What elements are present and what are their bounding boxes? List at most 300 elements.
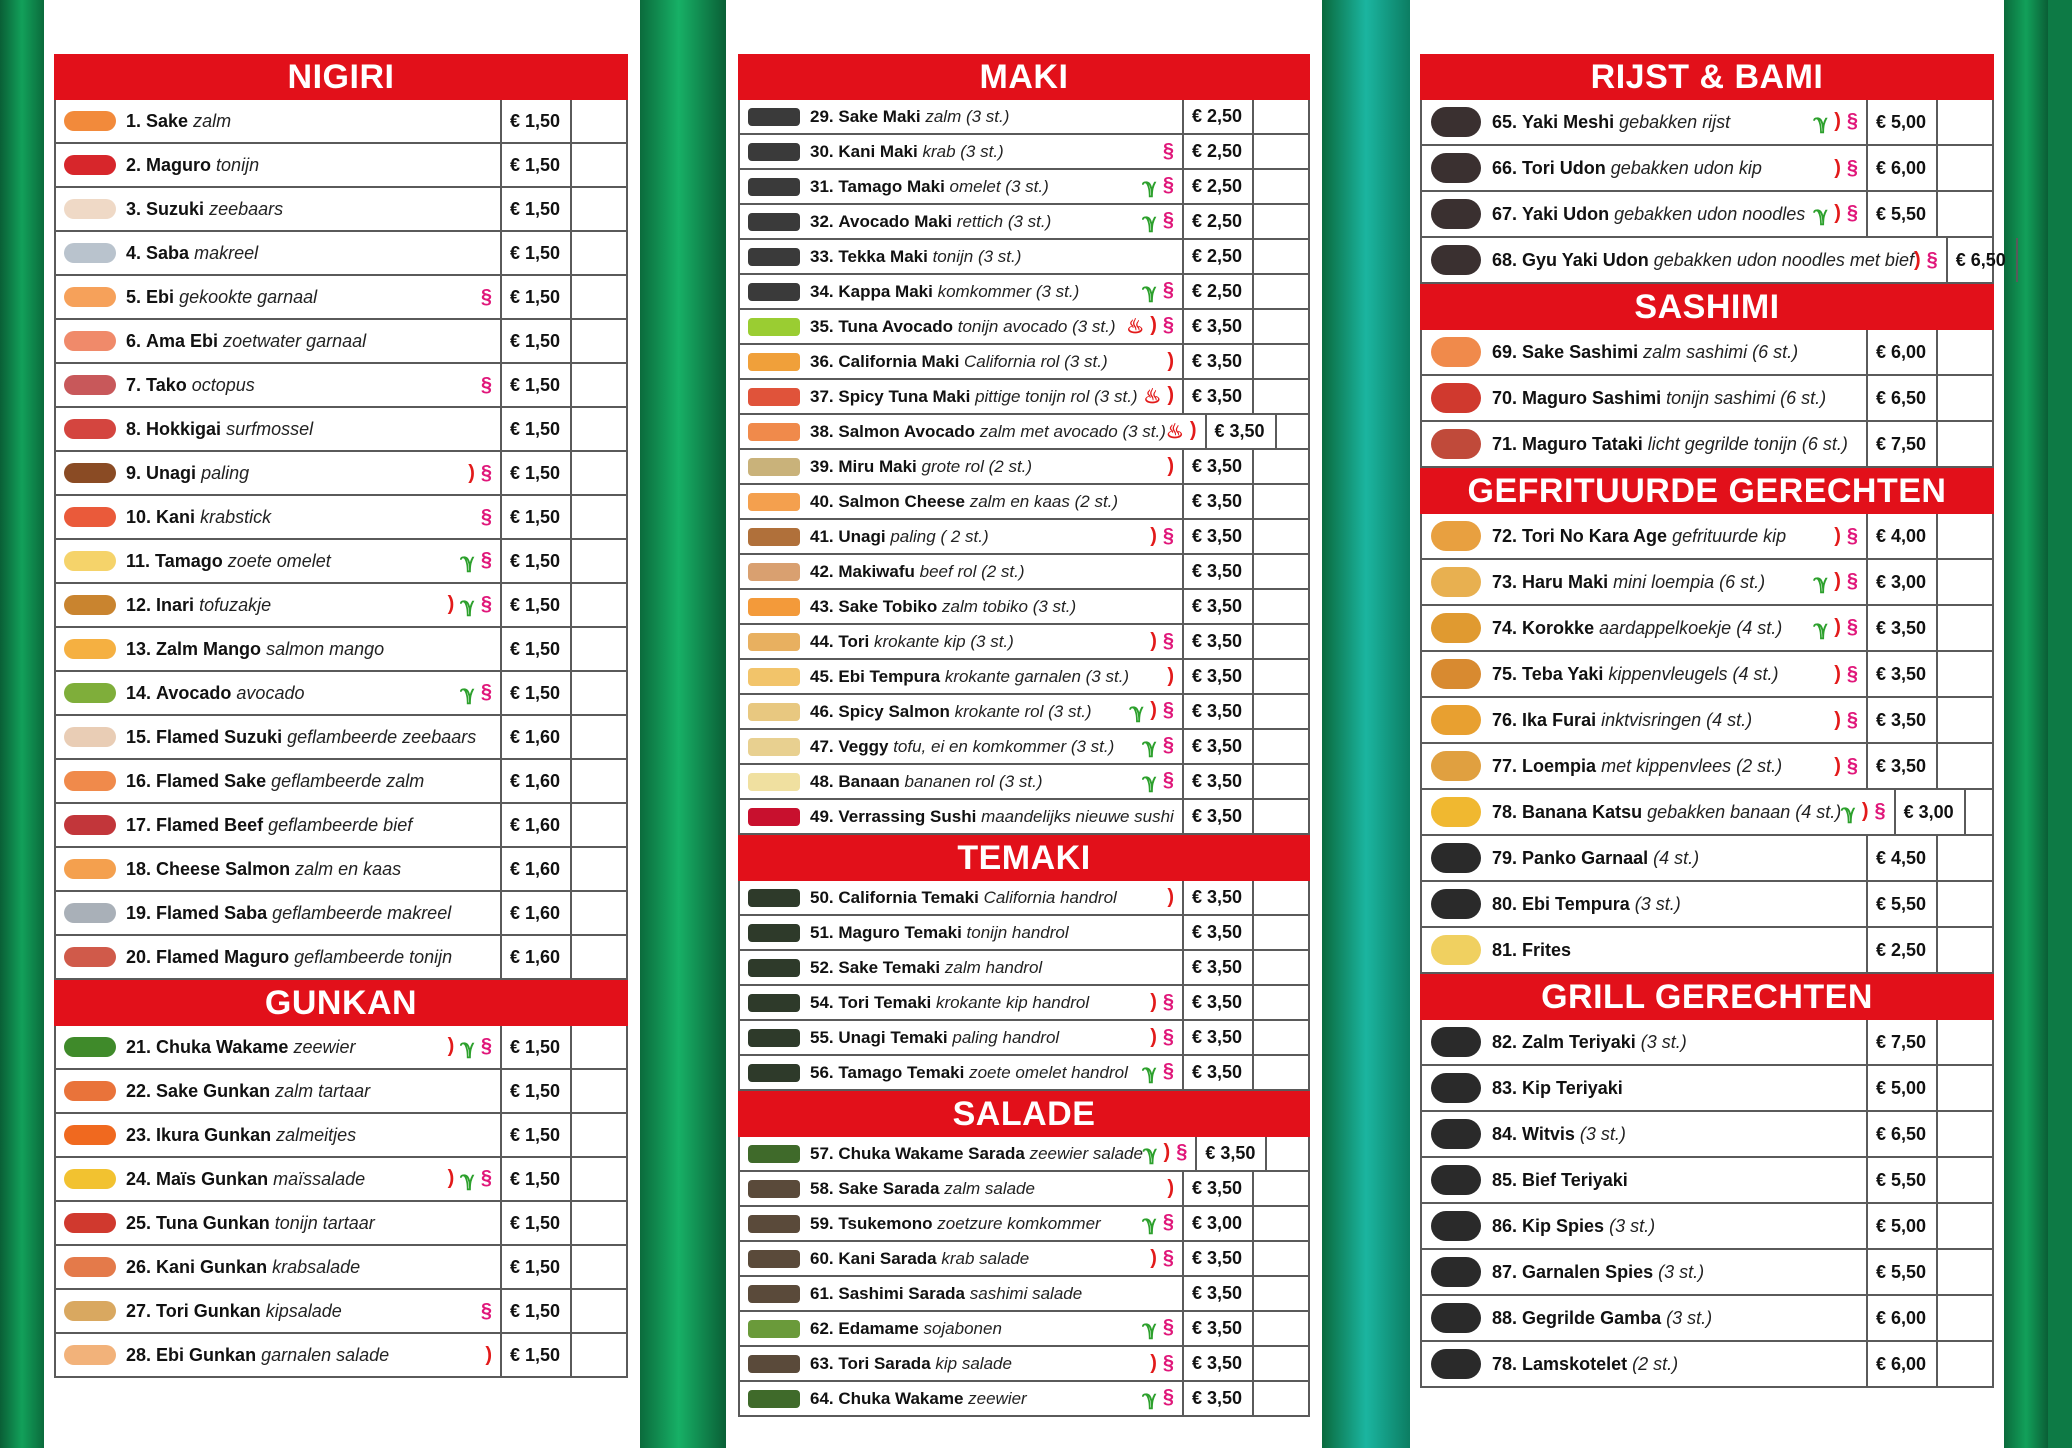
spicy-pepper-icon: ) [1167, 350, 1174, 372]
dish-photo-icon [64, 903, 116, 923]
menu-item-text [1490, 204, 1814, 225]
order-count-cell[interactable] [1252, 1056, 1308, 1089]
menu-item-row [54, 144, 628, 188]
item-number: 30. [810, 141, 834, 161]
dish-photo-icon [64, 463, 116, 483]
spicy-pepper-icon: ) [1167, 1177, 1174, 1199]
order-count-cell[interactable] [1936, 1250, 1992, 1294]
order-count-cell[interactable] [1936, 882, 1992, 926]
item-name: Unagi [838, 526, 886, 546]
vegetarian-icon: ℽ [1142, 176, 1157, 198]
item-price: € 6,50 [1946, 238, 2016, 282]
order-count-cell[interactable] [1252, 951, 1308, 984]
item-number: 11. [126, 550, 151, 571]
dish-photo [1422, 560, 1490, 604]
allergen-icon: § [1874, 799, 1886, 822]
allergen-icon: § [1162, 314, 1174, 336]
allergen-icon: § [1846, 569, 1858, 592]
order-count-cell[interactable] [1275, 415, 1331, 448]
diet-icons [1834, 663, 1866, 686]
vegetarian-icon: ℽ [1142, 1388, 1157, 1410]
menu-item-row [54, 452, 628, 496]
item-name: Ama Ebi [146, 330, 219, 351]
diet-icons [1834, 709, 1866, 732]
item-name: Flamed Suzuki [156, 726, 283, 747]
spicy-pepper-icon: ) [1834, 615, 1841, 638]
spicy-pepper-icon: ) [1167, 455, 1174, 477]
menu-item-text [124, 859, 492, 880]
item-description: zalm sashimi (6 st.) [1643, 341, 1799, 362]
item-number: 4. [126, 242, 142, 263]
order-count-cell[interactable] [1252, 1312, 1308, 1345]
menu-item-text [124, 1301, 481, 1322]
item-description: (3 st.) [1579, 1123, 1626, 1144]
order-count-cell[interactable] [1252, 916, 1308, 949]
menu-item-text [808, 387, 1143, 407]
dish-photo [56, 1290, 124, 1332]
order-count-cell[interactable] [1252, 1207, 1308, 1240]
order-count-cell[interactable] [570, 1290, 626, 1332]
item-name: Tuna Avocado [838, 316, 953, 336]
dish-photo [740, 1137, 808, 1170]
order-count-cell[interactable] [1936, 330, 1992, 374]
allergen-icon: § [1162, 1247, 1174, 1269]
order-count-cell[interactable] [1936, 1296, 1992, 1340]
dish-photo [740, 380, 808, 413]
item-price: € 3,50 [1182, 485, 1252, 518]
item-name: Zalm Mango [156, 638, 262, 659]
item-name: Ebi Tempura [838, 666, 941, 686]
dish-photo-icon [748, 773, 800, 791]
order-count-cell[interactable] [570, 452, 626, 494]
menu-item-row [54, 1202, 628, 1246]
order-count-cell[interactable] [570, 892, 626, 934]
diet-icons [460, 549, 500, 574]
order-count-cell[interactable] [1265, 1137, 1321, 1170]
diet-icons [468, 462, 500, 485]
order-count-cell[interactable] [1252, 310, 1308, 343]
vegetarian-icon: ℽ [1142, 1143, 1158, 1165]
item-number: 8. [126, 418, 142, 439]
item-number: 26. [126, 1256, 152, 1277]
item-number: 23. [126, 1124, 152, 1145]
dish-photo-icon [64, 1125, 116, 1145]
section-header-gunkan: GUNKAN [54, 980, 628, 1026]
item-description: zalm salade [944, 1178, 1035, 1198]
item-number: 35. [810, 316, 834, 336]
item-name: Ikura Gunkan [156, 1124, 272, 1145]
order-count-cell[interactable] [570, 540, 626, 582]
item-description: zalm [193, 110, 232, 131]
item-name: Suzuki [146, 198, 205, 219]
item-description: krab salade [941, 1248, 1030, 1268]
order-count-cell[interactable] [570, 760, 626, 802]
order-count-cell[interactable] [570, 1158, 626, 1200]
dish-photo [56, 144, 124, 186]
item-name: Maguro Sashimi [1522, 387, 1662, 408]
dish-photo-icon [748, 1180, 800, 1198]
menu-item-row [738, 1056, 1310, 1091]
item-number: 1. [126, 110, 142, 131]
item-description: California handrol [983, 887, 1117, 907]
item-price: € 5,50 [1866, 1158, 1936, 1202]
order-count-cell[interactable] [1936, 560, 1992, 604]
order-count-cell[interactable] [1936, 1112, 1992, 1156]
menu-item-row [54, 1114, 628, 1158]
menu-item-row [54, 100, 628, 144]
order-count-cell[interactable] [1936, 422, 1992, 466]
menu-item-row [738, 951, 1310, 986]
order-count-cell[interactable] [1252, 170, 1308, 203]
order-count-cell[interactable] [1252, 345, 1308, 378]
menu-item-text [1490, 1170, 1858, 1191]
order-count-cell[interactable] [1252, 1277, 1308, 1310]
order-count-cell[interactable] [1936, 1020, 1992, 1064]
item-number: 18. [126, 858, 152, 879]
allergen-icon: § [480, 505, 492, 528]
item-number: 16. [126, 770, 152, 791]
order-count-cell[interactable] [1936, 744, 1992, 788]
order-count-cell[interactable] [1936, 1066, 1992, 1110]
item-number: 28. [126, 1344, 152, 1365]
dish-photo-icon [748, 808, 800, 826]
spicy-pepper-icon: ) [1150, 1026, 1157, 1048]
menu-item-text [808, 142, 1163, 162]
diet-icons [1167, 1177, 1182, 1200]
order-count-cell[interactable] [1252, 1347, 1308, 1380]
menu-item-row [738, 345, 1310, 380]
item-description: bananen rol (3 st.) [904, 771, 1043, 791]
item-price: € 2,50 [1182, 170, 1252, 203]
dish-photo-icon [64, 771, 116, 791]
diet-icons [1814, 110, 1866, 135]
order-count-cell[interactable] [1252, 275, 1308, 308]
item-name: Flamed Beef [156, 814, 264, 835]
order-count-cell[interactable] [1252, 1021, 1308, 1054]
item-description: (3 st.) [1609, 1215, 1656, 1236]
item-price: € 6,50 [1866, 376, 1936, 420]
order-count-cell[interactable] [570, 584, 626, 626]
dish-photo [1422, 882, 1490, 926]
item-name: Maguro Tataki [1522, 433, 1643, 454]
spicy-pepper-icon: ) [1150, 314, 1157, 336]
order-count-cell[interactable] [1252, 695, 1308, 728]
order-count-cell[interactable] [1252, 555, 1308, 588]
menu-item-text [808, 702, 1130, 722]
order-count-cell[interactable] [1252, 240, 1308, 273]
spicy-pepper-icon: ) [485, 1343, 492, 1366]
order-count-cell[interactable] [570, 320, 626, 362]
order-count-cell[interactable] [1252, 730, 1308, 763]
item-description: sashimi salade [969, 1283, 1083, 1303]
item-description: octopus [191, 374, 255, 395]
dish-photo [1422, 1158, 1490, 1202]
menu-item-row [1420, 1158, 1994, 1204]
dish-photo-icon [64, 1213, 116, 1233]
dish-photo-icon [1431, 705, 1481, 735]
item-price: € 3,50 [1182, 986, 1252, 1019]
item-price: € 2,50 [1182, 100, 1252, 133]
order-count-cell[interactable] [1252, 881, 1308, 914]
order-count-cell[interactable] [1252, 660, 1308, 693]
dish-photo [1422, 1112, 1490, 1156]
dish-photo [740, 520, 808, 553]
dish-photo-icon [1431, 107, 1481, 137]
section-header-sashimi: SASHIMI [1420, 284, 1994, 330]
order-count-cell[interactable] [570, 1202, 626, 1244]
dish-photo-icon [748, 493, 800, 511]
dish-photo-icon [1431, 659, 1481, 689]
dish-photo-icon [64, 375, 116, 395]
menu-item-text [808, 772, 1142, 792]
dish-photo-icon [748, 994, 800, 1012]
item-description: grote rol (2 st.) [921, 456, 1033, 476]
order-count-cell[interactable] [1936, 652, 1992, 696]
menu-item-text [808, 282, 1142, 302]
order-count-cell[interactable] [2016, 238, 2072, 282]
dish-photo [56, 1202, 124, 1244]
menu-item-text [808, 457, 1167, 477]
item-name: Banaan [838, 771, 900, 791]
menu-item-row [738, 590, 1310, 625]
item-price: € 6,00 [1866, 1296, 1936, 1340]
item-name: Kip Spies [1522, 1215, 1605, 1236]
order-count-cell[interactable] [1252, 100, 1308, 133]
order-count-cell[interactable] [570, 628, 626, 670]
item-name: Frites [1522, 939, 1572, 960]
item-price: € 1,50 [500, 452, 570, 494]
order-count-cell[interactable] [570, 1114, 626, 1156]
item-price: € 3,50 [1182, 881, 1252, 914]
hot-chili-icon: ♨ [1126, 316, 1145, 338]
item-description: tonijn (3 st.) [932, 246, 1022, 266]
dish-photo [56, 540, 124, 582]
dish-photo-icon [748, 353, 800, 371]
order-count-cell[interactable] [1936, 698, 1992, 742]
item-price: € 1,50 [500, 320, 570, 362]
dish-photo [1422, 376, 1490, 420]
order-count-cell[interactable] [570, 1246, 626, 1288]
order-count-cell[interactable] [1252, 1382, 1308, 1415]
menu-item-text [1490, 802, 1841, 823]
order-count-cell[interactable] [1936, 836, 1992, 880]
order-count-cell[interactable] [1936, 514, 1992, 558]
item-description: tonijn tartaar [274, 1212, 375, 1233]
item-number: 87. [1492, 1261, 1518, 1282]
menu-item-text [124, 551, 460, 572]
order-count-cell[interactable] [1252, 1242, 1308, 1275]
dish-photo-icon [64, 331, 116, 351]
menu-item-row [738, 1382, 1310, 1417]
item-description: California rol (3 st.) [964, 351, 1108, 371]
dish-photo-icon [1431, 613, 1481, 643]
order-count-cell[interactable] [1252, 1172, 1308, 1205]
dish-photo-icon [64, 1037, 116, 1057]
order-count-cell[interactable] [570, 364, 626, 406]
order-count-cell[interactable] [570, 496, 626, 538]
menu-item-row [1420, 330, 1994, 376]
item-description: sojabonen [923, 1318, 1002, 1338]
menu-item-row [738, 170, 1310, 205]
spicy-pepper-icon: ) [1834, 754, 1841, 777]
item-name: Tori Temaki [838, 992, 932, 1012]
dish-photo-icon [748, 1064, 800, 1082]
order-count-cell[interactable] [1252, 590, 1308, 623]
order-count-cell[interactable] [1252, 986, 1308, 1019]
dish-photo-icon [64, 199, 116, 219]
spicy-pepper-icon: ) [447, 1034, 455, 1057]
dish-photo-icon [1431, 383, 1481, 413]
menu-item-row [738, 1172, 1310, 1207]
item-description: gebakken banaan (4 st.) [1647, 801, 1842, 822]
allergen-icon: § [480, 592, 492, 615]
order-count-cell[interactable] [1936, 1204, 1992, 1248]
menu-item-text [124, 727, 492, 748]
dish-photo-icon [1431, 1073, 1481, 1103]
item-name: Sake [146, 110, 189, 131]
item-description: pittige tonijn rol (3 st.) [975, 386, 1138, 406]
order-count-cell[interactable] [570, 716, 626, 758]
order-count-cell[interactable] [570, 100, 626, 142]
dish-photo-icon [748, 738, 800, 756]
order-count-cell[interactable] [570, 232, 626, 274]
order-count-cell[interactable] [1936, 376, 1992, 420]
order-count-cell[interactable] [570, 1334, 626, 1376]
item-price: € 3,50 [1182, 1312, 1252, 1345]
menu-item-row [54, 320, 628, 364]
dish-photo-icon [1431, 1349, 1481, 1379]
order-count-cell[interactable] [1252, 765, 1308, 798]
item-number: 37. [810, 386, 834, 406]
order-count-cell[interactable] [1936, 192, 1992, 236]
dish-photo-icon [64, 419, 116, 439]
order-count-cell[interactable] [1252, 800, 1308, 833]
item-name: Tori Udon [1522, 157, 1606, 178]
spicy-pepper-icon: ) [1150, 630, 1157, 652]
item-name: Tamago Maki [838, 176, 945, 196]
order-count-cell[interactable] [1936, 606, 1992, 650]
menu-item-row [738, 135, 1310, 170]
dish-photo-icon [748, 248, 800, 266]
diet-icons [1142, 279, 1182, 304]
order-count-cell[interactable] [1936, 146, 1992, 190]
order-count-cell[interactable] [1252, 450, 1308, 483]
order-count-cell[interactable] [570, 276, 626, 318]
menu-item-row [1420, 1204, 1994, 1250]
item-price: € 1,60 [500, 716, 570, 758]
dish-photo [740, 450, 808, 483]
order-count-cell[interactable] [1936, 100, 1992, 144]
item-name: Tori Sarada [838, 1353, 931, 1373]
order-count-cell[interactable] [570, 672, 626, 714]
item-name: Flamed Saba [156, 902, 268, 923]
item-price: € 3,50 [1182, 1382, 1252, 1415]
order-count-cell[interactable] [1936, 1342, 1992, 1386]
item-number: 71. [1492, 433, 1518, 454]
order-count-cell[interactable] [1936, 928, 1992, 972]
item-name: Sake Tobiko [838, 596, 938, 616]
item-description: (3 st.) [1634, 893, 1681, 914]
order-count-cell[interactable] [1936, 1158, 1992, 1202]
diet-icons [1841, 800, 1893, 825]
order-count-cell[interactable] [1252, 520, 1308, 553]
order-count-cell[interactable] [570, 188, 626, 230]
order-count-cell[interactable] [570, 1070, 626, 1112]
order-count-cell[interactable] [570, 936, 626, 978]
item-description: tonijn sashimi (6 st.) [1666, 387, 1827, 408]
menu-item-text [124, 243, 492, 264]
item-description: zoetzure komkommer [937, 1213, 1101, 1233]
item-number: 79. [1492, 847, 1518, 868]
item-number: 74. [1492, 617, 1518, 638]
menu-item-row [738, 415, 1310, 450]
dish-photo-icon [748, 423, 800, 441]
order-count-cell[interactable] [570, 144, 626, 186]
dish-photo-icon [64, 683, 116, 703]
menu-item-row [54, 408, 628, 452]
order-count-cell[interactable] [1252, 380, 1308, 413]
order-count-cell[interactable] [570, 848, 626, 890]
order-count-cell[interactable] [1252, 205, 1308, 238]
item-number: 75. [1492, 663, 1518, 684]
menu-item-text [1490, 434, 1858, 455]
item-name: Kip Teriyaki [1522, 1077, 1623, 1098]
menu-item-row [54, 936, 628, 980]
menu-item-text [1490, 1032, 1858, 1053]
dish-photo [740, 555, 808, 588]
order-count-cell[interactable] [1252, 485, 1308, 518]
allergen-icon: § [1846, 708, 1858, 731]
menu-item-text [124, 815, 492, 836]
dish-photo [1422, 1296, 1490, 1340]
order-count-cell[interactable] [1964, 790, 2020, 834]
diet-icons [1142, 734, 1182, 759]
order-count-cell[interactable] [570, 804, 626, 846]
menu-item-row [54, 892, 628, 936]
menu-item-text [808, 562, 1174, 582]
dish-photo [56, 1070, 124, 1112]
item-description: kipsalade [265, 1300, 342, 1321]
item-price: € 1,50 [500, 1334, 570, 1376]
item-number: 29. [810, 106, 834, 126]
item-name: Gegrilde Gamba [1522, 1307, 1662, 1328]
item-price: € 1,50 [500, 584, 570, 626]
order-count-cell[interactable] [1252, 625, 1308, 658]
diet-icons [1814, 202, 1866, 227]
allergen-icon: § [480, 461, 492, 484]
item-name: Tekka Maki [838, 246, 928, 266]
spicy-pepper-icon: ) [1834, 201, 1841, 224]
menu-item-row [1420, 744, 1994, 790]
menu-item-row [738, 1207, 1310, 1242]
vegetarian-icon: ℽ [1142, 1213, 1157, 1235]
order-count-cell[interactable] [570, 408, 626, 450]
allergen-icon: § [1162, 279, 1174, 301]
order-count-cell[interactable] [1252, 135, 1308, 168]
item-name: Unagi [146, 462, 197, 483]
dish-photo [56, 584, 124, 626]
menu-item-text [1490, 572, 1814, 593]
allergen-icon: § [480, 1166, 492, 1189]
diet-icons [448, 593, 500, 618]
green-fold-2 [1322, 0, 1410, 1448]
order-count-cell[interactable] [570, 1026, 626, 1068]
item-number: 70. [1492, 387, 1518, 408]
item-number: 41. [810, 526, 834, 546]
menu-item-row [1420, 1296, 1994, 1342]
item-name: Tori Gunkan [156, 1300, 261, 1321]
dish-photo [740, 100, 808, 133]
